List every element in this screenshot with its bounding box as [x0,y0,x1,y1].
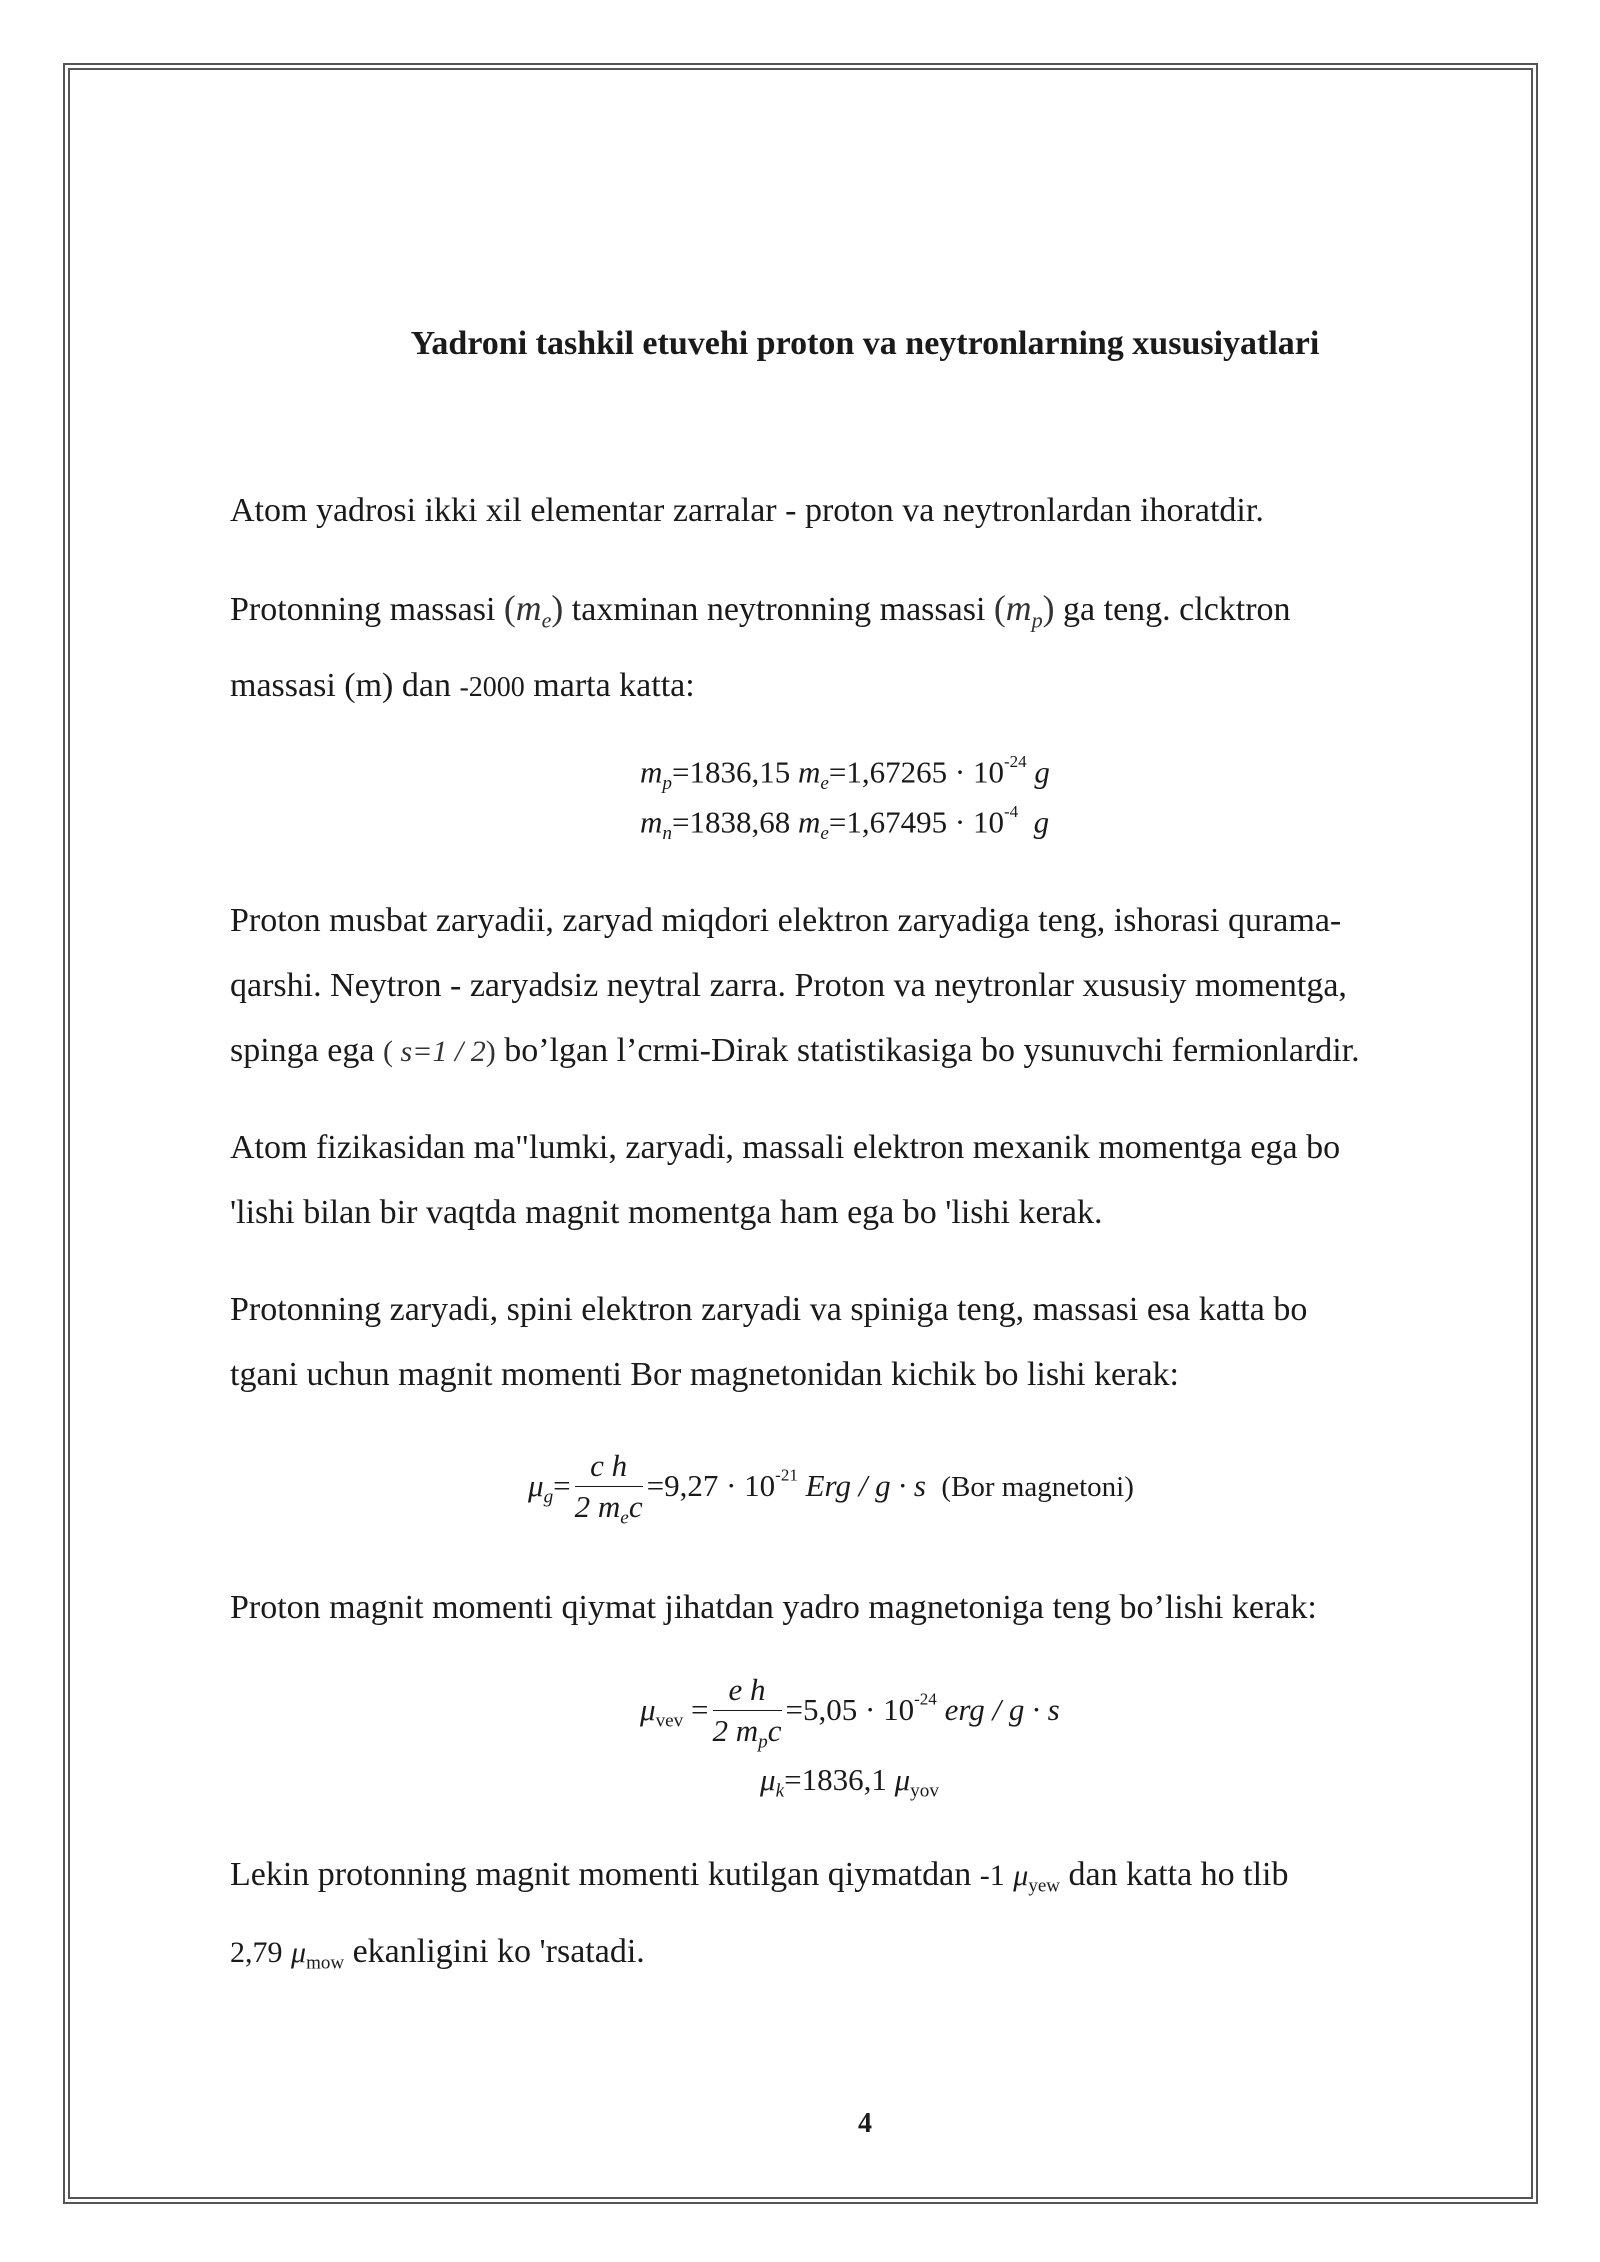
equation-neutron-mass: $m_n=1838,68$ $m_e=1,67495 \cdot 10^{-4}$ g [640,802,1050,845]
paragraph-2 [230,576,1490,720]
mass-symbol-mp: $(m_p)$ [993,588,1055,633]
equation-magnetic-moment-ratio: $\mu_k=1836,1$ $\mu_{yov}$ [760,1762,939,1802]
nuclear-fraction: $\frac{\text{e h}}{2 m_pc}$ [712,1672,782,1753]
p2-line2-b: marta katta: [533,666,695,704]
equation-bohr-magneton: $\mu_g=$ $\frac{\text{c h}}{2 m_ec}$ $=9,27 \cdot 10^{-21}$ Erg / g · s (Bor magnetoni) [528,1448,1134,1529]
equation-nuclear-magneton: $\mu_{vev}$ = $\frac{\text{e h}}{2 m_pc}$ $=5,05 \cdot 10^{-24}$ erg / g · s [640,1672,1060,1753]
paragraph-3: Proton musbat zaryadii, zaryad miqdori elektron zaryadiga teng, ishorasi qurama- qarshi. Neytron - zaryadsiz neytral zarra. Proton va neytronlar xususiy momentga, spinga ega ( s=1 / 2) bo’lgan l’crmi-Dirak statistikasiga bo ysunuvchi fermionlardir. [230,902,1360,1069]
spin-value: ( s=1 / 2) [382,1035,496,1068]
approx-value: -2000 [459,671,525,703]
bohr-note: (Bor magnetoni) [941,1470,1134,1503]
paragraph-5: Protonning zaryadi, spini elektron zaryadi va spiniga teng, massasi esa katta bo tgani uchun magnit momenti Bor magnetonidan kichik bo lishi kerak: [230,1291,1308,1393]
paragraph-6: Proton magnit momenti qiymat jihatdan yadro magnetoniga teng bo’lishi kerak: [230,1589,1317,1626]
p2-text-c: ga teng. clcktron [1063,591,1291,628]
paragraph-7: Lekin protonning magnit momenti kutilgan qiymatdan -1 μyew dan katta ho tlib 2,79 μmow ekanligini ko 'rsatadi. [230,1856,1289,1974]
page-title: Yadroni tashkil etuvehi proton va neytronlarning xususiyatlari [410,325,1320,362]
p2-text-a: Protonning massasi [230,591,496,628]
mass-symbol-me: $(m_e)$ [503,588,564,633]
p2-text-b: taxminan neytronning massasi [571,591,986,628]
equation-proton-mass: $m_p=1836,15$ $m_e=1,67265 \cdot 10^{-24}$ g [640,752,1050,795]
p2-line2-a: massasi (m) dan [230,666,451,704]
paragraph-4: Atom fizikasidan ma"lumki, zaryadi, massali elektron mexanik momentga ega bo 'lishi bilan bir vaqtda magnit momentga ham ega bo 'lishi kerak. [230,1129,1341,1231]
page-number: 4 [858,2108,872,2139]
bohr-fraction: $\frac{\text{c h}}{2 m_ec}$ [574,1448,643,1529]
paragraph-1: Atom yadrosi ikki xil elementar zarralar - proton va neytronlardan ihoratdir. [230,492,1264,529]
